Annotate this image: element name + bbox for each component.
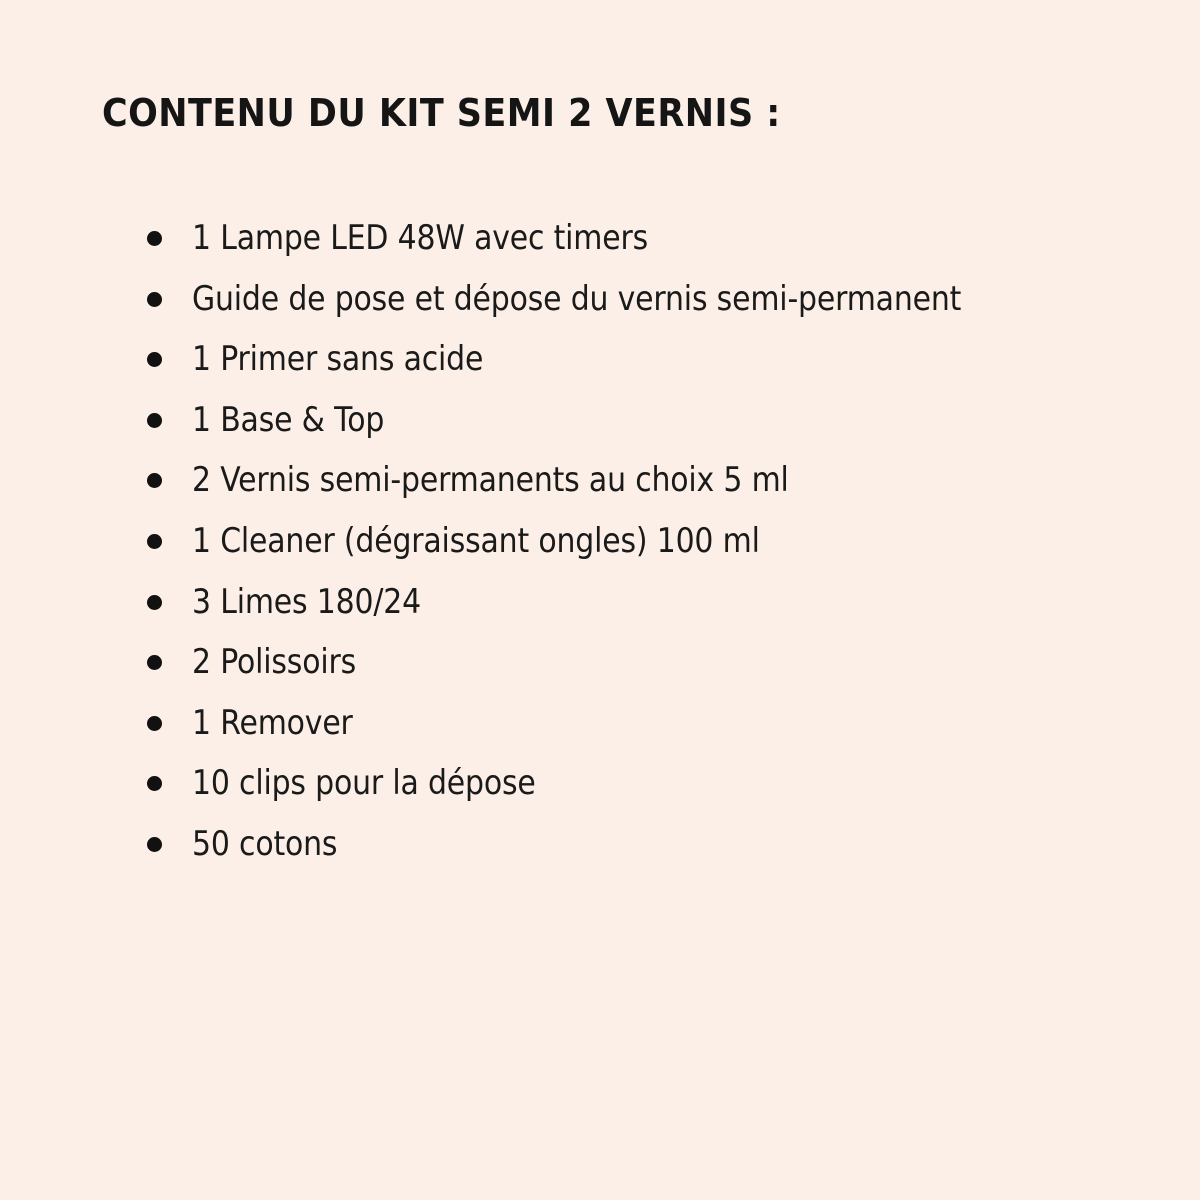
list-item bbox=[0, 511, 1066, 572]
list-item bbox=[0, 450, 1066, 511]
kit-contents-list bbox=[0, 208, 1066, 875]
list-item-text: 1 Primer sans acide bbox=[192, 339, 484, 380]
bullet-icon bbox=[147, 292, 162, 307]
list-item-text: 3 Limes 180/24 bbox=[192, 581, 421, 622]
list-item-text: Guide de pose et dépose du vernis semi-permanent bbox=[192, 278, 962, 319]
list-item bbox=[0, 269, 1066, 330]
bullet-icon bbox=[147, 413, 162, 428]
list-item bbox=[0, 814, 1066, 875]
list-item-text: 1 Remover bbox=[192, 702, 353, 743]
list-item bbox=[0, 632, 1066, 693]
bullet-icon bbox=[147, 473, 162, 488]
list-item-text: 1 Cleaner (dégraissant ongles) 100 ml bbox=[192, 520, 760, 561]
bullet-icon bbox=[147, 776, 162, 791]
list-item-text: 2 Polissoirs bbox=[192, 642, 357, 683]
list-item-text: 1 Lampe LED 48W avec timers bbox=[192, 218, 649, 258]
list-item bbox=[0, 390, 1066, 451]
list-item bbox=[0, 693, 1066, 754]
bullet-icon bbox=[147, 837, 162, 852]
list-item-text: 1 Base & Top bbox=[192, 399, 385, 440]
bullet-icon bbox=[147, 716, 162, 731]
list-item bbox=[0, 329, 1066, 390]
list-item-text: 10 clips pour la dépose bbox=[192, 763, 536, 804]
list-item-text: 2 Vernis semi-permanents au choix 5 ml bbox=[192, 460, 789, 501]
list-item bbox=[0, 572, 1066, 633]
bullet-icon bbox=[147, 534, 162, 549]
list-item-text: 50 cotons bbox=[192, 823, 338, 864]
page-title: CONTENU DU KIT SEMI 2 VERNIS : bbox=[102, 91, 781, 135]
list-item bbox=[0, 208, 1066, 269]
bullet-icon bbox=[147, 352, 162, 367]
bullet-icon bbox=[147, 655, 162, 670]
list-item bbox=[0, 753, 1066, 814]
bullet-icon bbox=[147, 231, 162, 246]
bullet-icon bbox=[147, 595, 162, 610]
